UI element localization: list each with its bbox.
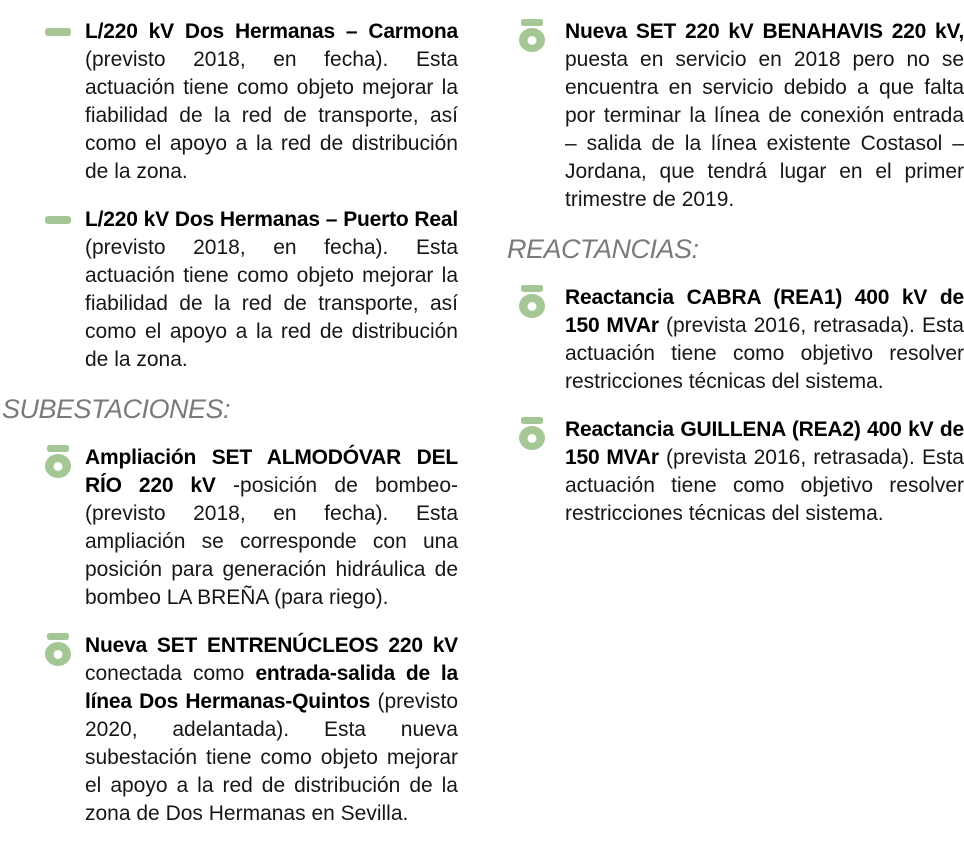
donut-ring-shape — [45, 642, 71, 666]
right-column — [505, 18, 964, 843]
bullet-column — [0, 206, 85, 224]
bullet-column — [505, 18, 565, 52]
substation-donut-bullet-icon — [519, 417, 545, 450]
substation-donut-bullet-icon — [45, 633, 71, 666]
item-bold-inline: entrada-salida de la línea Dos Hermanas-Quintos — [85, 662, 459, 713]
list-item-linea-puerto-real — [0, 206, 458, 374]
item-paragraph — [565, 18, 964, 214]
item-bold-lead: Nueva SET 220 kV BENAHAVIS 220 kV, — [565, 20, 964, 43]
item-body-text: (previsto 2018, en fecha). Esta actuación tiene como objeto mejorar la fiabilidad de la red de transporte, así como el apoyo a la red de distribución de la zona. — [85, 48, 458, 183]
bullet-column — [0, 632, 85, 666]
item-body-text: puesta en servicio en 2018 pero no se encuentra en servicio debido a que falta por terminar la línea de conexión entrada – salida de la línea existente Costasol – Jordana, que tendrá lugar en el primer trimestre de 2019. — [565, 48, 964, 211]
item-body-text: (prevista 2016, retrasada). Esta actuación tiene como objetivo resolver restricciones técnicas del sistema. — [565, 314, 964, 393]
donut-bar-shape — [521, 19, 543, 26]
donut-bar-shape — [521, 417, 543, 424]
list-item-benahavis — [505, 18, 964, 214]
bullet-column — [0, 18, 85, 36]
item-paragraph — [85, 206, 458, 374]
donut-bar-shape — [47, 633, 69, 640]
item-body-text: (previsto 2020, adelantada). Esta nueva subestación tiene como objeto mejorar el apoyo a la red de distribución de la zona de Dos Hermanas en Sevilla. — [85, 690, 458, 825]
donut-ring-shape — [519, 426, 545, 450]
list-item-almodovar — [0, 444, 458, 612]
item-bold-lead: L/220 kV Dos Hermanas – Puerto Real — [85, 208, 458, 231]
item-bold-lead: Reactancia CABRA (REA1) 400 kV de 150 MVAr — [565, 286, 964, 337]
left-column — [0, 18, 458, 843]
item-bold-lead: Nueva SET ENTRENÚCLEOS 220 kV — [85, 634, 458, 657]
item-body-text: -posición de bombeo- (previsto 2018, en fecha). Esta ampliación se corresponde con una posición para generación hidráulica de bombeo LA BREÑA (para riego). — [85, 474, 458, 609]
substation-donut-bullet-icon — [519, 285, 545, 318]
list-item-reactancia-cabra — [505, 284, 964, 396]
line-dash-bullet-icon — [45, 28, 71, 36]
donut-bar-shape — [47, 445, 69, 452]
donut-ring-shape — [45, 454, 71, 478]
item-bold-lead: L/220 kV Dos Hermanas – Carmona — [85, 20, 458, 43]
list-item-reactancia-guillena — [505, 416, 964, 528]
bullet-column — [505, 416, 565, 450]
item-bold-lead: Reactancia GUILLENA (REA2) 400 kV de 150 MVAr — [565, 418, 964, 469]
item-paragraph — [85, 444, 458, 612]
donut-ring-shape — [519, 294, 545, 318]
item-body-text: (prevista 2016, retrasada). Esta actuación tiene como objetivo resolver restricciones técnicas del sistema. — [565, 446, 964, 525]
item-paragraph — [565, 284, 964, 396]
item-paragraph — [85, 18, 458, 186]
item-body-text: conectada como — [85, 662, 256, 685]
bullet-column — [505, 284, 565, 318]
line-dash-bullet-icon — [45, 216, 71, 224]
substation-donut-bullet-icon — [45, 445, 71, 478]
list-item-linea-carmona — [0, 18, 458, 186]
list-item-entrenucleos — [0, 632, 458, 828]
substation-donut-bullet-icon — [519, 19, 545, 52]
item-body-text: (previsto 2018, en fecha). Esta actuación tiene como objeto mejorar la fiabilidad de la red de transporte, así como el apoyo a la red de distribución de la zona. — [85, 236, 458, 371]
donut-ring-shape — [519, 28, 545, 52]
donut-bar-shape — [521, 285, 543, 292]
item-paragraph — [85, 632, 458, 828]
section-heading-subestaciones: SUBESTACIONES: — [2, 394, 231, 424]
item-paragraph — [565, 416, 964, 528]
item-bold-lead: Ampliación SET ALMODÓVAR DEL RÍO 220 kV — [85, 446, 458, 497]
bullet-column — [0, 444, 85, 478]
section-heading-reactancias: REACTANCIAS: — [507, 234, 699, 264]
